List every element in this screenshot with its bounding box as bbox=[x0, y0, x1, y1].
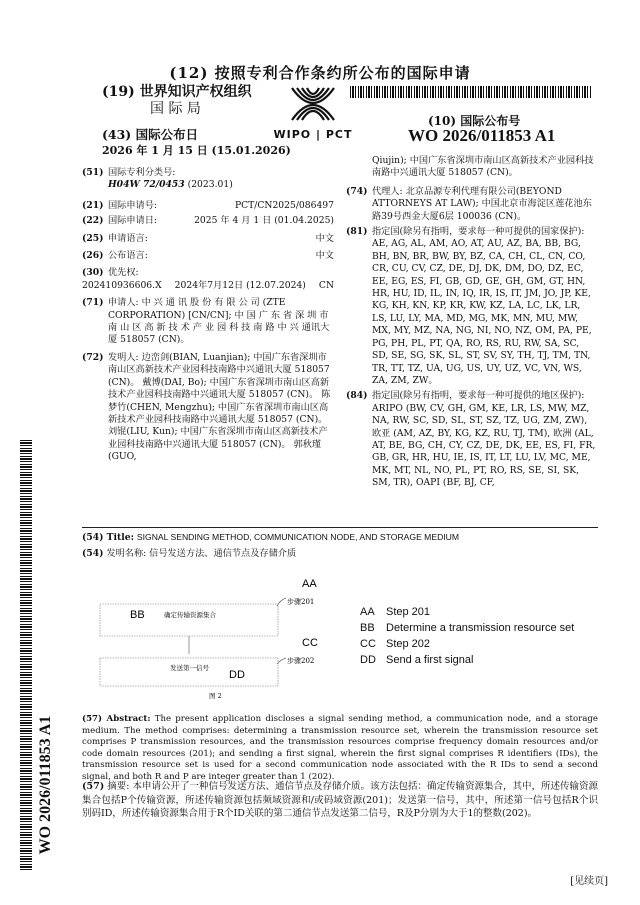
figure-label-dd: DD bbox=[229, 669, 245, 681]
field-72: (72) 发明人: 边峦剑(BIAN, Luanjian); 中国广东省深圳市南山区高新技术产业园科技南路中兴通讯大厦 518057 (CN)。 戴博(DAI, Bo); 中国广东省深圳市南山区高新技术产业园科技南路中兴通讯大厦 518057 (CN)。 陈梦竹(CHEN, Mengzhu); 中国广东省深圳市南山区高新技术产业园科技南路中兴通讯大厦 518057 (CN)。 刘锟(LIU, Kun); 中国广东省深圳市南山区高新技术产业园科技南路中兴通讯大厦 518057 (CN)。 郭秋瑾(GUO, bbox=[82, 351, 331, 463]
field-51: (51) 国际专利分类号: H04W 72/0453 (2023.01) bbox=[82, 167, 233, 191]
pubno-label: (10) 国际公布号 bbox=[428, 114, 521, 128]
org-name: 世界知识产权组织 bbox=[139, 84, 252, 100]
appno-value: PCT/CN2025/086497 bbox=[234, 199, 334, 211]
title-en: SIGNAL SENDING METHOD, COMMUNICATION NODE, AND STORAGE MEDIUM bbox=[136, 532, 460, 542]
field-25: (25) 申请语言: 中文 bbox=[82, 232, 334, 244]
side-publication-number: WO 2026/011853 A1 bbox=[37, 715, 54, 855]
pubdate-label: (43) 国际公布日 bbox=[102, 127, 199, 142]
org-code: (19) bbox=[102, 84, 135, 100]
flowchart-figure bbox=[90, 574, 350, 704]
callout-202 bbox=[277, 658, 286, 664]
figure-caption: 图 2 bbox=[209, 692, 222, 700]
figure-step201: 步骤201 bbox=[287, 598, 315, 606]
title-en-line: (54) Title: SIGNAL SENDING METHOD, COMMUNICATION NODE, AND STORAGE MEDIUM bbox=[82, 532, 460, 543]
field-30: (30) 优先权: 202410936606.X 2024年7月12日 (12.07.2024) CN bbox=[82, 267, 334, 291]
figure-step202: 步骤202 bbox=[287, 657, 315, 665]
field-71: (71) 申请人: 中 兴 通 讯 股 份 有 限 公 司 (ZTE CORPORATION) [CN/CN]; 中 国 广 东 省 深 圳 市 南 山 区 高 新 技 术 产 业 园 科 技 南 路 中 兴 通讯大厦 518057 (CN)。 bbox=[82, 297, 330, 346]
left-column bbox=[82, 167, 334, 467]
field-21: (21) 国际申请号: PCT/CN2025/086497 bbox=[82, 199, 334, 211]
title-zh: 信号发送方法、通信节点及存储介质 bbox=[149, 548, 297, 559]
designated-states-national: 指定国(除另有指明，要求每一种可提供的国家保护): AE, AG, AL, AM, AO, AT, AU, AZ, BA, BB, BG, BH, BN, BR, BW, BY, BZ, CA, CH, CL, CN, CO, CR, CU, CV, CZ, DE, DJ, DK, DM, DO, DZ, EC, EE, EG, ES, FI, GB, GD, GE, GH, GM, GT, HN, HR, HU, ID, IL, IN, IQ, IR, IS, IT, JM, JO, JP, KE, KG, KH, KN, KP, KR, KW, KZ, LA, LC, LK, LR, LS, LU, LY, MA, MD, MG, MK, MN, MU, MW, MX, MY, MZ, NA, NG, NI, NO, NZ, OM, PA, PE, PG, PH, PL, PT, QA, RO, RS, RU, RW, SA, SC, SD, SE, SG, SK, SL, ST, SV, SY, TH, TJ, TM, TN, TR, TT, TZ, UA, UG, US, UY, UZ, VC, VN, WS, ZA, ZM, ZW。 bbox=[372, 226, 592, 386]
pubdate-value: 2026 年 1 月 15 日 (15.01.2026) bbox=[102, 144, 291, 157]
inventors-text: 发明人: 边峦剑(BIAN, Luanjian); 中国广东省深圳市南山区高新技术产业园科技南路中兴通讯大厦 518057 (CN)。 戴博(DAI, Bo); 中国广东省深圳市南山区高新技术产业园科技南路中兴通讯大厦 518057 (CN)。 陈梦竹(CHEN, Mengzhu); 中国广东省深圳市南山区高新技术产业园科技南路中兴通讯大厦 518057 (CN)。 刘锟(LIU, Kun); 中国广东省深圳市南山区高新技术产业园科技南路中兴通讯大厦 518057 (CN)。 郭秋瑾(GUO, bbox=[108, 351, 331, 463]
step-box-202 bbox=[100, 658, 278, 686]
figure-label-bb: BB bbox=[130, 609, 145, 621]
agent-text: 代理人: 北京品源专利代理有限公司(BEYOND ATTORNEYS AT LAW); 中国北京市海淀区莲花池东路39号西金大厦6层 100036 (CN)。 bbox=[372, 185, 592, 222]
legend-item: BB Determine a transmission resource set bbox=[360, 622, 575, 634]
step-box-201 bbox=[100, 604, 278, 636]
org-bureau: 国 际 局 bbox=[150, 101, 201, 117]
legend-item: DD Send a first signal bbox=[360, 654, 474, 666]
right-column bbox=[346, 155, 596, 493]
filing-date: 2025 年 4 月 1 日 (01.04.2025) bbox=[194, 215, 334, 227]
pubno-value: WO 2026/011853 A1 bbox=[408, 126, 556, 145]
priority-no: 202410936606.X bbox=[82, 279, 162, 291]
divider-line bbox=[82, 527, 598, 528]
document-title: (12) 按照专利合作条约所公布的国际申请 bbox=[169, 64, 471, 82]
title-zh-line: (54) 发明名称: 信号发送方法、通信节点及存储介质 bbox=[82, 548, 297, 559]
abstract-en-block: (57) Abstract: The present application discloses a signal sending method, a communication node, and a storage medium. The method comprises: determining a transmission resource set, wherein the transmission resource set comprises P transmission resources, and the transmission resources comprise frequency domain resources and/or code domain resources (201); and sending a first signal, wherein the first signal comprises R identifiers (IDs), the transmission resource set is used for a second communication node associated with the R IDs to send a second signal, and both R and P are integer greater than 1 (202). bbox=[82, 714, 598, 782]
box2-text: 发送第一信号 bbox=[170, 664, 209, 672]
applicant-text: 申请人: 中 兴 通 讯 股 份 有 限 公 司 (ZTE CORPORATION) [CN/CN]; 中 国 广 东 省 深 圳 市 南 山 区 高 新 技 术 产 业 园 科 技 南 路 中 兴 通讯大厦 518057 (CN)。 bbox=[108, 297, 330, 346]
figure-label-aa: AA bbox=[302, 578, 317, 590]
abstract-zh-block: (57) 摘要: 本申请公开了一种信号发送方法、通信节点及存储介质。该方法包括：确定传输资源集合，其中，所述传输资源集合包括P个传输资源，所述传输资源包括频域资源和/或码域资源(201)；发送第一信号，其中，所述第一信号包括R个识别码ID，所述传输资源集合用于R个ID关联的第二通信节点发送第二信号，R及P分别为大于1的整数(202)。 bbox=[82, 781, 598, 819]
figure-legend bbox=[360, 604, 574, 668]
org-block bbox=[102, 84, 252, 118]
figure-label-cc: CC bbox=[302, 637, 318, 649]
abstract-en: The present application discloses a signal sending method, a communication node, and a storage medium. The method comprises: determining a transmission resource set, wherein the transmission resource set comprises P transmission resources, and the transmission resources comprise frequency domain resources and/or code domain resources (201); and sending a first signal, wherein the first signal comprises R identifiers (IDs), the transmission resource set is used for a second communication node associated with the R IDs to send a second signal, and both R and P are integer greater than 1 (202). bbox=[82, 714, 598, 782]
field-continued: Qiujin); 中国广东省深圳市南山区高新技术产业园科技南路中兴通讯大厦 518057 (CN)。 bbox=[372, 155, 594, 179]
continued-note: [见续页] bbox=[570, 876, 608, 887]
wipo-emblem-icon bbox=[288, 84, 338, 124]
field-74: (74) 代理人: 北京品源专利代理有限公司(BEYOND ATTORNEYS AT LAW); 中国北京市海淀区莲花池东路39号西金大厦6层 100036 (CN)。 bbox=[346, 185, 592, 222]
wipo-logo bbox=[268, 84, 358, 141]
top-barcode bbox=[350, 86, 592, 98]
field-81: (81) 指定国(除另有指明，要求每一种可提供的国家保护): AE, AG, AL, AM, AO, AT, AU, AZ, BA, BB, BG, BH, BN, BR, BW, BY, BZ, CA, CH, CL, CN, CO, CR, CU, CV, CZ, DE, DJ, DK, DM, DO, DZ, EC, EE, EG, ES, FI, GB, GD, GE, GH, GM, GT, HN, HR, HU, ID, IL, IN, IQ, IR, IS, IT, JM, JO, JP, KE, KG, KH, KN, KP, KR, KW, KZ, LA, LC, LK, LR, LS, LU, LY, MA, MD, MG, MK, MN, MU, MW, MX, MY, MZ, NA, NG, NI, NO, NZ, OM, PA, PE, PG, PH, PL, PT, QA, RO, RS, RU, RW, SA, SC, SD, SE, SG, SK, SL, ST, SV, SY, TH, TJ, TM, TN, TR, TT, TZ, UA, UG, US, UY, UZ, VC, VN, WS, ZA, ZM, ZW。 bbox=[346, 226, 592, 386]
field-22: (22) 国际申请日: 2025 年 4 月 1 日 (01.04.2025) bbox=[82, 215, 334, 227]
ipc-date: (2023.01) bbox=[187, 179, 233, 191]
field-26: (26) 公布语言: 中文 bbox=[82, 250, 334, 262]
side-barcode bbox=[20, 440, 32, 870]
wipo-pct-text: WIPO | PCT bbox=[273, 128, 353, 141]
designated-states-regional: 指定国(除另有指明，要求每一种可提供的地区保护): ARIPO (BW, CV, GH, GM, KE, LR, LS, MW, MZ, NA, RW, SC, SD, SL, ST, SZ, TZ, UG, ZM, ZW), 欧亚 (AM, AZ, BY, KG, KZ, RU, TJ, TM), 欧洲 (AL, AT, BE, BG, CH, CY, CZ, DE, DK, EE, ES, FI, FR, GB, GR, HR, HU, IE, IS, IT, LT, LU, LV, MC, ME, MK, MT, NL, NO, PL, PT, RO, RS, SE, SI, SK, SM, TR), OAPI (BF, BJ, CF, bbox=[372, 390, 596, 489]
callout-201 bbox=[277, 598, 286, 606]
legend-item: CC Step 202 bbox=[360, 638, 431, 650]
box1-text: 确定传输资源集合 bbox=[164, 611, 216, 619]
field-84: (84) 指定国(除另有指明，要求每一种可提供的地区保护): ARIPO (BW, CV, GH, GM, KE, LR, LS, MW, MZ, NA, RW, SC, SD, SL, ST, SZ, TZ, UG, ZM, ZW), 欧亚 (AM, AZ, BY, KG, KZ, RU, TJ, TM), 欧洲 (AL, AT, BE, BG, CH, CY, CZ, DE, DK, EE, ES, FI, FR, GB, GR, HR, HU, IE, IS, IT, LT, LU, LV, MC, ME, MK, MT, NL, NO, PL, PT, RO, RS, SE, SI, SK, SM, TR), OAPI (BF, BJ, CF, bbox=[346, 390, 596, 489]
abstract-zh: 本申请公开了一种信号发送方法、通信节点及存储介质。该方法包括：确定传输资源集合，其中，所述传输资源集合包括P个传输资源，所述传输资源包括频域资源和/或码域资源(201)；发送第一信号，其中，所述第一信号包括R个识别码ID，所述传输资源集合用于R个ID关联的第二通信节点发送第二信号，R及P分别为大于1的整数(202)。 bbox=[82, 781, 598, 819]
ipc-value: H04W 72/0453 bbox=[108, 179, 185, 191]
priority-date: 2024年7月12日 (12.07.2024) bbox=[174, 279, 306, 291]
legend-item: AA Step 201 bbox=[360, 606, 431, 618]
